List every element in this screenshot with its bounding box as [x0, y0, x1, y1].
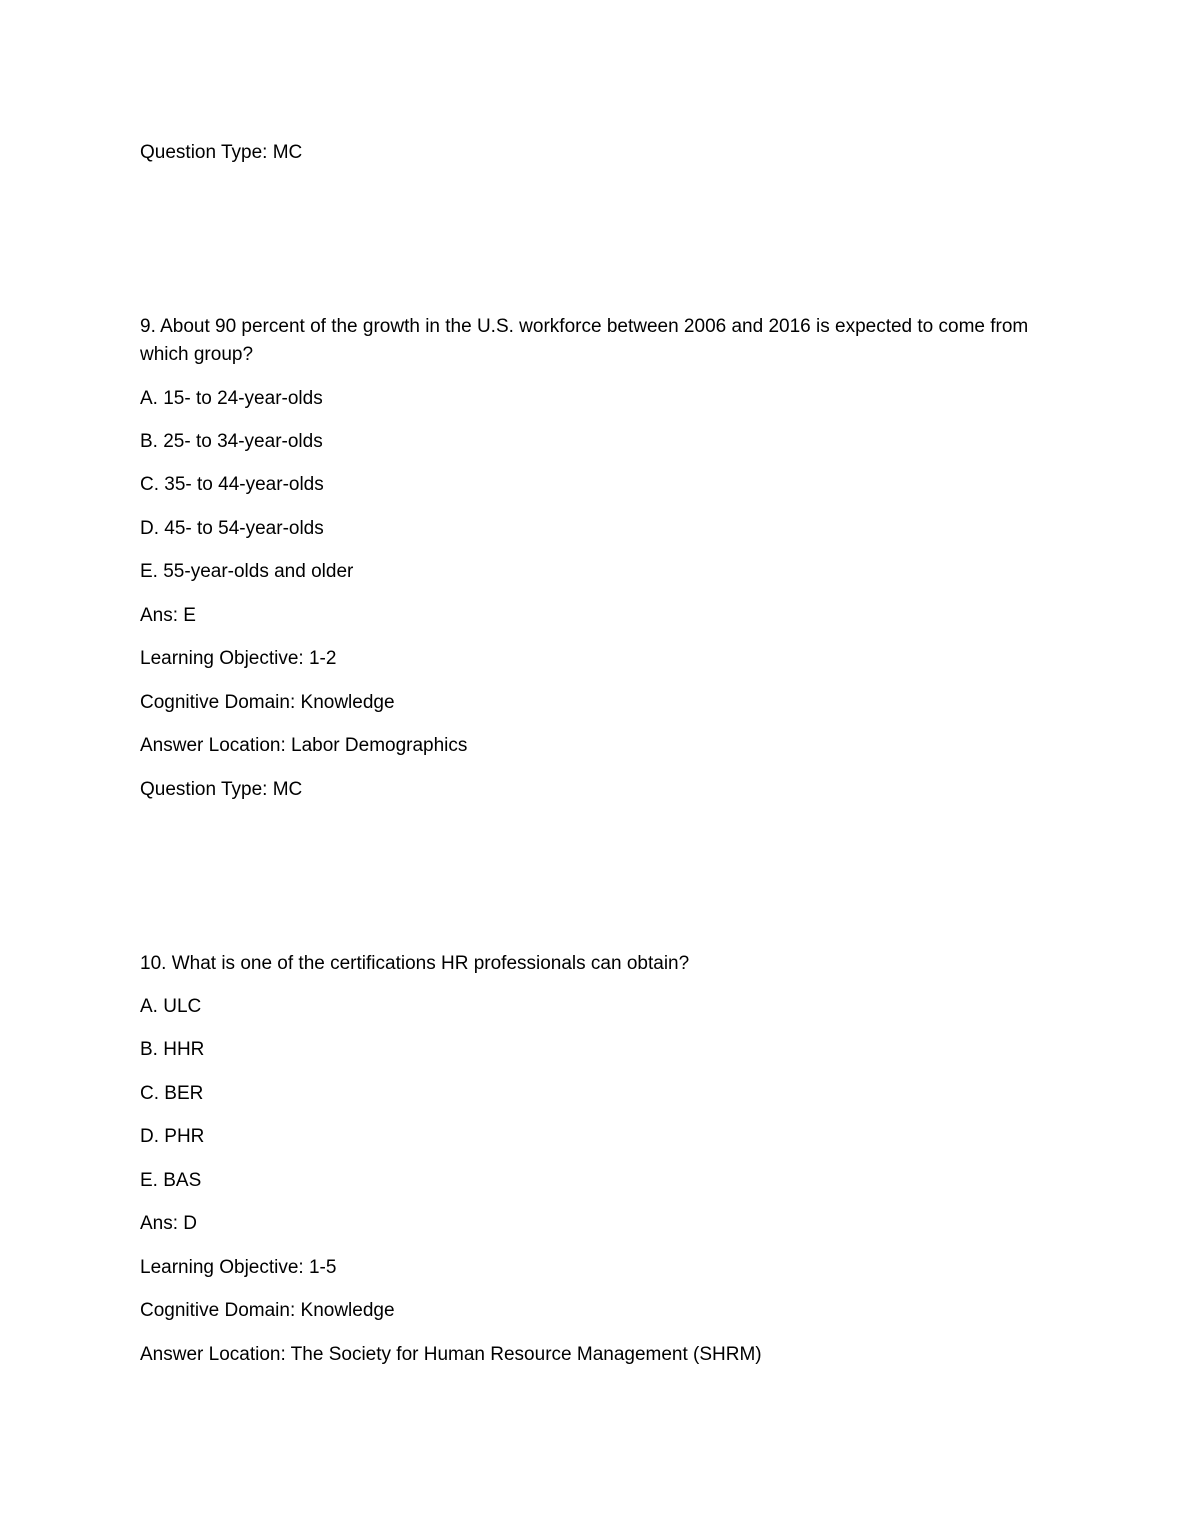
- q10-answer: Ans: D: [140, 1213, 198, 1234]
- q10-option-c: C. BER: [140, 1083, 204, 1104]
- q9-question-type: Question Type: MC: [140, 779, 303, 800]
- q9-option-a: A. 15- to 24-year-olds: [140, 388, 323, 409]
- q9-cognitive-domain: Cognitive Domain: Knowledge: [140, 692, 395, 713]
- q9-stem: 9. About 90 percent of the growth in the U.S. workforce between 2006 and 2016 is expected to come from which group?: [140, 316, 1029, 365]
- q9-answer: Ans: E: [140, 605, 196, 626]
- q9-option-d: D. 45- to 54-year-olds: [140, 518, 324, 539]
- q9-option-b: B. 25- to 34-year-olds: [140, 431, 323, 452]
- q10-option-a: A. ULC: [140, 996, 202, 1017]
- q10-option-b: B. HHR: [140, 1039, 205, 1060]
- q9-answer-location: Answer Location: Labor Demographics: [140, 735, 468, 756]
- prev-question-type: Question Type: MC: [140, 142, 303, 163]
- q10-answer-location: Answer Location: The Society for Human Resource Management (SHRM): [140, 1344, 762, 1365]
- q9-learning-objective: Learning Objective: 1-2: [140, 648, 337, 669]
- q9-option-c: C. 35- to 44-year-olds: [140, 474, 324, 495]
- q10-cognitive-domain: Cognitive Domain: Knowledge: [140, 1300, 395, 1321]
- q10-learning-objective: Learning Objective: 1-5: [140, 1257, 337, 1278]
- q10-stem: 10. What is one of the certifications HR professionals can obtain?: [140, 953, 690, 974]
- q10-option-d: D. PHR: [140, 1126, 205, 1147]
- q10-option-e: E. BAS: [140, 1170, 202, 1191]
- q9-option-e: E. 55-year-olds and older: [140, 561, 354, 582]
